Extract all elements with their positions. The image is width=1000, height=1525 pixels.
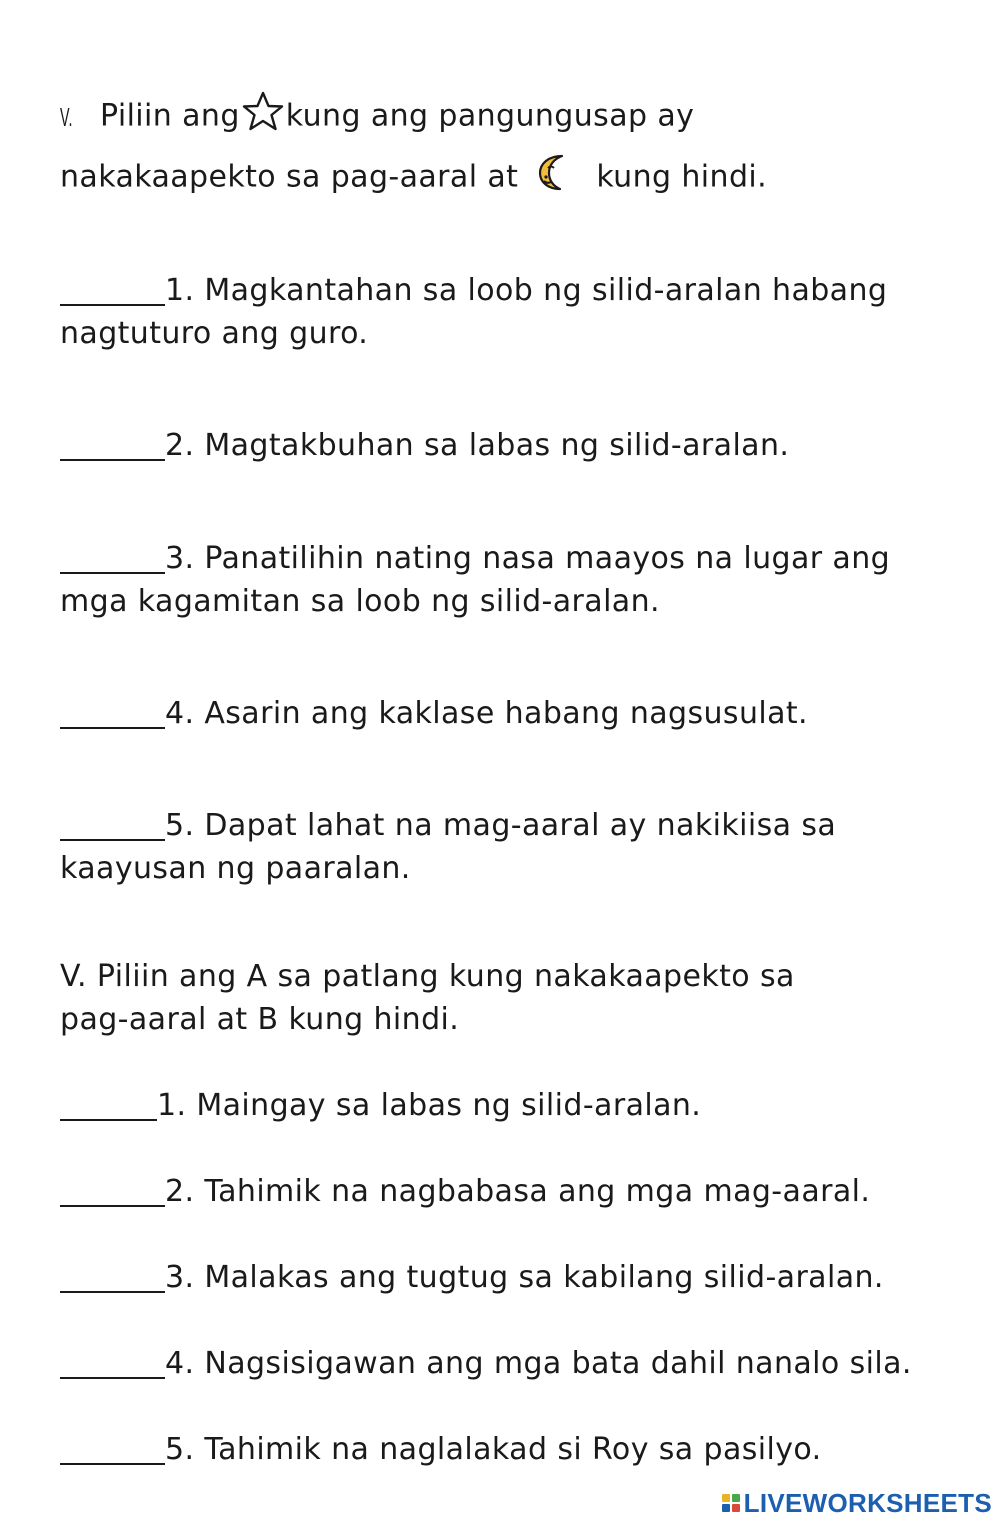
section1-item-2-line1: [60, 425, 789, 467]
section1-item-4-text: 4. Asarin ang kaklase habang nagsusulat.: [165, 696, 808, 731]
section2-item-3-text: 3. Malakas ang tugtug sa kabilang silid-aralan.: [165, 1260, 884, 1295]
section2-item-3: [60, 1257, 884, 1299]
liveworksheets-brand-text: LIVEWORKSHEETS: [743, 1487, 992, 1518]
section2-item-2: [60, 1171, 870, 1213]
section1-heading-pre2: nakakaapekto sa pag-aaral at: [60, 159, 519, 195]
section2-heading-line2: pag-aaral at B kung hindi.: [60, 1002, 460, 1037]
section1-item-1-line1: [60, 270, 887, 312]
section1-item-3-line1: [60, 538, 890, 580]
section1-heading-line1: [60, 90, 694, 144]
section1-heading-post: kung ang pangungusap ay: [285, 98, 695, 134]
section1-item-3-text: 3. Panatilihin nating nasa maayos na lugar ang: [165, 541, 891, 576]
answer-blank-s2-2[interactable]: [60, 1175, 165, 1207]
section2-item-4: [60, 1343, 912, 1385]
section1-item-3-line2: mga kagamitan sa loob ng silid-aralan.: [60, 584, 660, 619]
section1-item-2-text: 2. Magtakbuhan sa labas ng silid-aralan.: [165, 428, 790, 463]
star-outline-icon: [240, 90, 286, 144]
section1-item-1-line2: nagtuturo ang guro.: [60, 316, 369, 351]
section2-item-1-text: 1. Maingay sa labas ng silid-aralan.: [157, 1088, 702, 1123]
section2-item-2-text: 2. Tahimik na nagbabasa ang mga mag-aaral.: [165, 1174, 871, 1209]
section1-heading-post2: kung hindi.: [596, 159, 768, 195]
section1-item-1-text: 1. Magkantahan sa loob ng silid-aralan habang: [165, 273, 888, 308]
section2-item-5: [60, 1429, 822, 1471]
crescent-moon-face-icon: [536, 152, 570, 204]
section1-item-4-line1: [60, 693, 808, 735]
section1-heading-line2: [60, 152, 767, 204]
answer-blank-s2-1[interactable]: [60, 1089, 157, 1121]
answer-blank-s1-1[interactable]: [60, 274, 165, 306]
answer-blank-s1-3[interactable]: [60, 542, 165, 574]
section1-heading-pre: Piliin ang: [100, 98, 240, 134]
section2-item-5-text: 5. Tahimik na naglalakad si Roy sa pasilyo.: [165, 1432, 822, 1467]
section1-item-5-line2: kaayusan ng paaralan.: [60, 851, 411, 886]
answer-blank-s1-2[interactable]: [60, 429, 165, 461]
section2-item-1: [60, 1085, 701, 1127]
answer-blank-s1-5[interactable]: [60, 809, 165, 841]
section2-heading-line1: V. Piliin ang A sa patlang kung nakakaapekto sa: [60, 959, 795, 994]
liveworksheets-footer[interactable]: [722, 1487, 992, 1519]
answer-blank-s1-4[interactable]: [60, 697, 165, 729]
section1-item-5-text: 5. Dapat lahat na mag-aaral ay nakikiisa sa: [165, 808, 837, 843]
liveworksheets-logo-icon: [722, 1494, 740, 1512]
section1-roman-numeral: V.: [60, 101, 73, 132]
section2-item-4-text: 4. Nagsisigawan ang mga bata dahil nanalo sila.: [165, 1346, 912, 1381]
answer-blank-s2-5[interactable]: [60, 1433, 165, 1465]
answer-blank-s2-4[interactable]: [60, 1347, 165, 1379]
answer-blank-s2-3[interactable]: [60, 1261, 165, 1293]
section1-item-5-line1: [60, 805, 836, 847]
